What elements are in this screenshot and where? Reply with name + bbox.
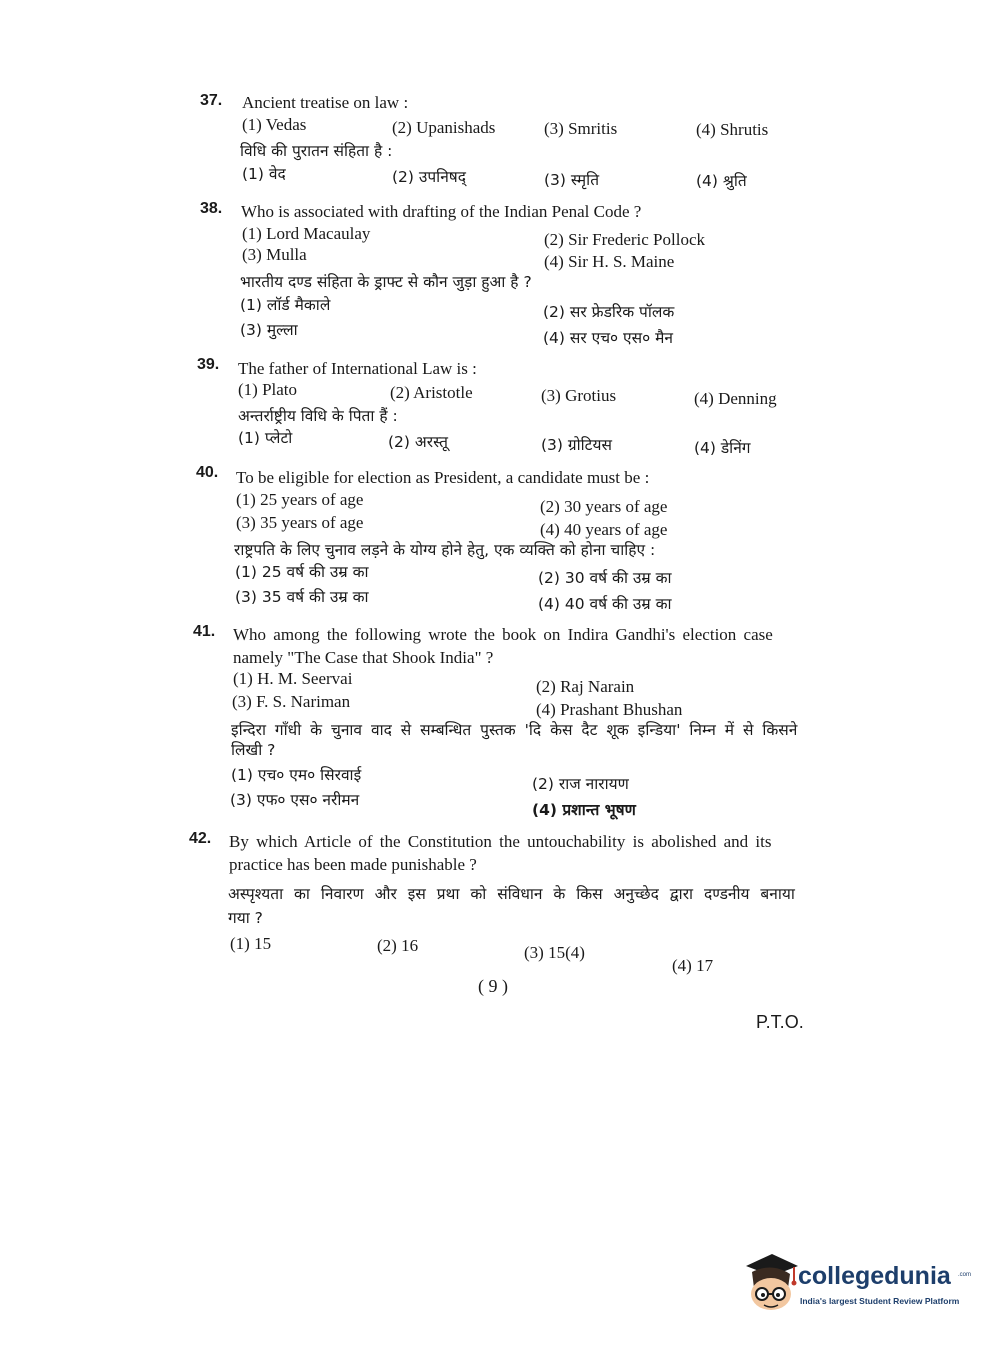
logo-domain-suffix: .com (958, 1272, 972, 1278)
option-2-en: (2) Aristotle (390, 383, 473, 402)
option-4: (4) 17 (672, 956, 714, 975)
option-4-hi: (4) सर एच० एस० मैन (543, 329, 673, 347)
question-text-en-line2: namely "The Case that Shook India" ? (233, 648, 494, 667)
pto-marker: P.T.O. (756, 1012, 804, 1032)
option-2-en: (2) Upanishads (392, 118, 496, 137)
option-1-en: (1) 25 years of age (236, 490, 364, 509)
option-1-en: (1) Plato (238, 380, 298, 399)
option-2-hi: (2) राज नारायण (532, 775, 629, 793)
option-4-hi: (4) 40 वर्ष की उम्र का (538, 595, 672, 613)
option-4-hi: (4) डेनिंग (694, 439, 751, 457)
option-2-en: (2) Sir Frederic Pollock (544, 230, 705, 249)
option-4-en: (4) Denning (694, 389, 777, 408)
page-number: ( 9 ) (478, 976, 508, 996)
question-text-hi: भारतीय दण्ड संहिता के ड्राफ्ट से कौन जुड़ा हुआ है ? (240, 273, 532, 291)
option-3-en: (3) Mulla (242, 245, 307, 264)
question-number: 40. (196, 464, 219, 481)
question-text-en: To be eligible for election as President, a candidate must be : (236, 468, 650, 487)
collegedunia-logo (742, 1252, 972, 1314)
question-text-en-line1: Who among the following wrote the book on Indira Gandhi's election case (233, 625, 773, 644)
option-4-hi: (4) प्रशान्त भूषण (532, 801, 636, 819)
option-3-hi: (3) ग्रोटियस (541, 436, 612, 454)
option-1-hi: (1) वेद (242, 165, 286, 183)
option-1-en: (1) Vedas (242, 115, 307, 134)
option-4-hi: (4) श्रुति (696, 172, 747, 190)
option-2-hi: (2) अरस्तू (388, 433, 448, 451)
option-1-en: (1) H. M. Seervai (233, 669, 353, 688)
option-2-hi: (2) सर फ्रेडरिक पॉलक (543, 303, 675, 321)
option-2-hi: (2) 30 वर्ष की उम्र का (538, 569, 672, 587)
option-4-en: (4) Prashant Bhushan (536, 700, 683, 719)
option-1-hi: (1) प्लेटो (238, 429, 293, 447)
option-3: (3) 15(4) (524, 943, 585, 962)
question-number: 41. (193, 623, 216, 640)
option-3-hi: (3) मुल्ला (240, 321, 298, 339)
option-4-en: (4) 40 years of age (540, 520, 668, 539)
option-3-en: (3) Smritis (544, 119, 618, 138)
logo-wordmark: collegedunia (798, 1262, 951, 1290)
option-3-hi: (3) 35 वर्ष की उम्र का (235, 588, 369, 606)
option-1-hi: (1) 25 वर्ष की उम्र का (235, 563, 369, 581)
question-text-hi: अन्तर्राष्ट्रीय विधि के पिता हैं : (238, 407, 398, 425)
option-3-en: (3) F. S. Nariman (232, 692, 351, 711)
question-number: 38. (200, 200, 223, 217)
option-3-en: (3) Grotius (541, 386, 617, 405)
option-2-en: (2) Raj Narain (536, 677, 635, 696)
question-text-en: Ancient treatise on law : (242, 93, 409, 112)
logo-tagline: India's largest Student Review Platform (800, 1296, 960, 1306)
option-1-hi: (1) एच० एम० सिरवाई (231, 766, 362, 784)
question-number: 42. (189, 830, 212, 847)
question-text-hi: राष्ट्रपति के लिए चुनाव लड़ने के योग्य होने हेतु, एक व्यक्ति को होना चाहिए : (234, 541, 656, 559)
question-text-en: The father of International Law is : (238, 359, 477, 378)
question-text-en-line1: By which Article of the Constitution the untouchability is abolished and its (229, 832, 772, 851)
question-number: 37. (200, 92, 223, 109)
logo-mascot-icon (742, 1252, 800, 1314)
option-3-hi: (3) एफ० एस० नरीमन (230, 791, 360, 809)
option-2-hi: (2) उपनिषद् (392, 168, 466, 186)
question-text-en-line2: practice has been made punishable ? (229, 855, 477, 874)
option-2-en: (2) 30 years of age (540, 497, 668, 516)
question-text-hi-line2: लिखी ? (231, 741, 276, 759)
option-4-en: (4) Shrutis (696, 120, 769, 139)
option-1-en: (1) Lord Macaulay (242, 224, 371, 243)
option-3-en: (3) 35 years of age (236, 513, 364, 532)
question-text-hi-line2: गया ? (228, 909, 263, 927)
option-2: (2) 16 (377, 936, 419, 955)
question-text-hi: विधि की पुरातन संहिता है : (240, 142, 393, 160)
option-3-hi: (3) स्मृति (544, 171, 600, 189)
option-1: (1) 15 (230, 934, 272, 953)
option-4-en: (4) Sir H. S. Maine (544, 252, 675, 271)
question-text-hi-line1: अस्पृश्यता का निवारण और इस प्रथा को संविधान के किस अनुच्छेद द्वारा दण्डनीय बनाया (228, 885, 795, 903)
question-text-en: Who is associated with drafting of the Indian Penal Code ? (241, 202, 642, 221)
question-text-hi-line1: इन्दिरा गाँधी के चुनाव वाद से सम्बन्धित पुस्तक 'दि केस दैट शूक इन्डिया' निम्न में से किसने (231, 721, 798, 739)
option-1-hi: (1) लॉर्ड मैकाले (240, 296, 331, 314)
question-number: 39. (197, 356, 220, 373)
